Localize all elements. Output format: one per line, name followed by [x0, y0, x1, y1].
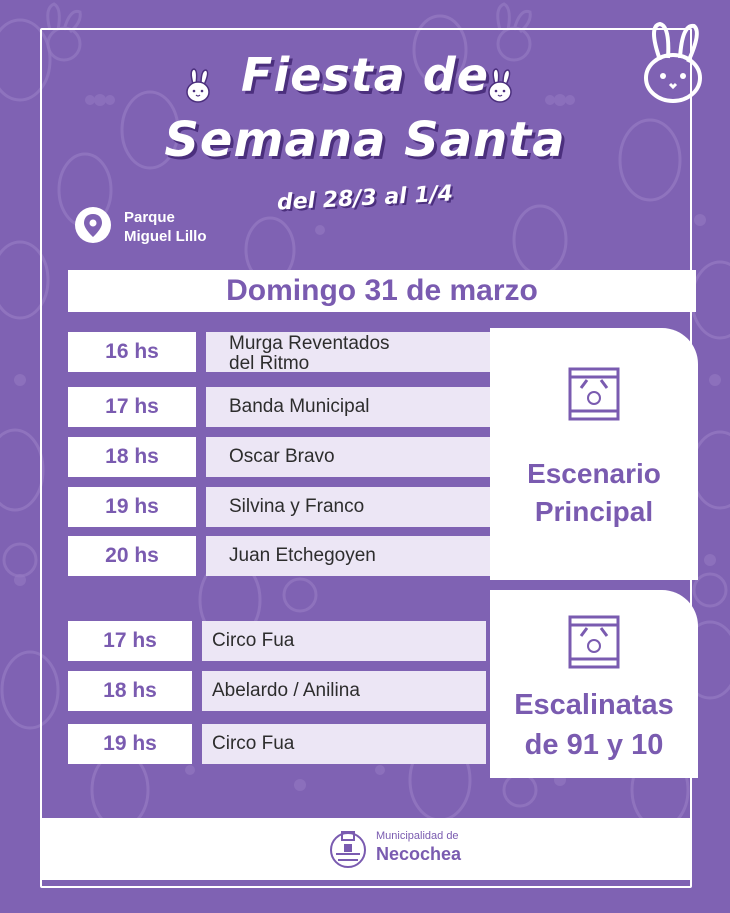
- location-text: [124, 208, 207, 246]
- schedule-act: Abelardo / Anilina: [202, 671, 486, 711]
- location-line1: Parque: [124, 209, 175, 226]
- location-line2: Miguel Lillo: [124, 228, 207, 245]
- municipality-crest-icon: [328, 824, 368, 874]
- stage-icon: [567, 614, 621, 670]
- footer: [40, 818, 690, 880]
- schedule-act: Oscar Bravo: [206, 437, 490, 477]
- stage-name-line1: Escalinatas: [514, 689, 674, 721]
- schedule-hour: 20 hs: [68, 536, 196, 576]
- stage-card-escalinatas: [490, 590, 698, 778]
- event-dates: del 28/3 al 1/4: [276, 181, 454, 216]
- schedule-act: Silvina y Franco: [206, 487, 490, 527]
- stage-name-line2: Principal: [534, 496, 654, 527]
- schedule-hour: 16 hs: [68, 332, 196, 372]
- day-heading: Domingo 31 de marzo: [68, 270, 696, 312]
- schedule-hour: 17 hs: [68, 621, 192, 661]
- schedule-act: Circo Fua: [202, 724, 486, 764]
- schedule-act: [206, 332, 490, 372]
- location-pin-icon: [75, 207, 111, 243]
- stage-name-line1: Escenario: [527, 458, 661, 489]
- schedule-hour: 19 hs: [68, 487, 196, 527]
- schedule-hour: 17 hs: [68, 387, 196, 427]
- act-line2: del Ritmo: [229, 353, 310, 374]
- act-line1: Murga Reventados: [229, 333, 390, 354]
- event-title-line1: Fiesta de: [241, 48, 489, 102]
- schedule-hour: 18 hs: [68, 437, 196, 477]
- stage-name-line2: de 91 y 10: [524, 729, 664, 761]
- schedule-act: Juan Etchegoyen: [206, 536, 490, 576]
- schedule-hour: 19 hs: [68, 724, 192, 764]
- schedule-hour: 18 hs: [68, 671, 192, 711]
- event-title-line2: Semana Santa: [164, 112, 566, 168]
- footer-org-name: Necochea: [376, 844, 462, 864]
- schedule-act: Circo Fua: [202, 621, 486, 661]
- schedule-act: Banda Municipal: [206, 387, 490, 427]
- footer-org-small: Municipalidad de: [376, 830, 459, 842]
- stage-card-principal: [490, 328, 698, 580]
- stage-icon: [567, 366, 621, 422]
